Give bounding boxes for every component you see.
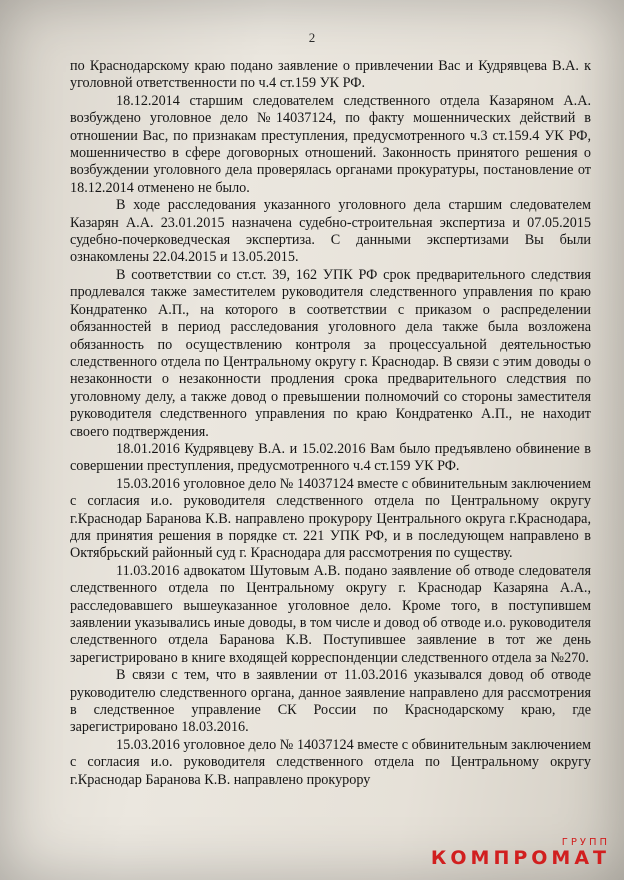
watermark-small-text: ГРУПП (561, 837, 610, 848)
paragraph: по Краснодарскому краю подано заявление о привлечении Вас и Кудрявцева В.А. к уголовной ответственности по ч.4 ст.159 УК РФ. (70, 58, 591, 92)
paragraph: 18.01.2016 Кудрявцеву В.А. и 15.02.2016 Вам было предъявлено обвинение в совершении преступления, предусмотренного ч.4 ст.159 УК РФ. (70, 440, 591, 475)
paragraph: 18.12.2014 старшим следователем следственного отдела Казаряном А.А. возбуждено уголовное дело №14037124, по факту мошеннических действий в отношении Вас, по признакам преступления, предусмотренного ч.3 ст.159.4 УК РФ, мошенничество в сфере договорных отношений. Законность принятого решения о возбуждении уголовного дела проверялась органами прокуратуры, постановление от 18.12.2014 отменено не было. (70, 92, 591, 196)
watermark-big-text: КОМПРОМАТ (430, 847, 610, 869)
page-number: 2 (308, 30, 316, 45)
paragraph: 11.03.2016 адвокатом Шутовым А.В. подано заявление об отводе следователя следственного отдела по Центральному округу г. Краснодар Казаряна А.А., расследовавшего вышеуказанное уголовное дело. Кроме того, в поступившем заявлении указывались иные доводы, в том числе и довод об отводе и.о. руководителя следственного отдела Баранова К.В. Поступившее заявление в тот же день зарегистрировано в книге входящей корреспонденции следственного отдела за №270. (70, 562, 591, 666)
paragraph: В связи с тем, что в заявлении от 11.03.2016 указывался довод об отводе руководителю следственного органа, данное заявление направлено для рассмотрения в следственное управление СК России по Краснодарскому краю, где зарегистрировано 18.03.2016. (70, 667, 591, 736)
watermark-logo (431, 838, 610, 868)
paragraph: В соответствии со ст.ст. 39, 162 УПК РФ срок предварительного следствия продлевался также заместителем руководителя следственного управления по краю Кондратенко А.П., на которого в соответствии с приказом о распределении обязанностей в период расследования уголовного дела также была возложена обязанность по осуществлению контроля за процессуальной деятельностью следственного отдела по Центральному округу г. Краснодар. В связи с этим доводы о незаконности о незаконности продления срока предварительного следствия по уголовному делу, а также довод о превышении полномочий со стороны заместителя руководителя следственного управления по краю Кондратенко А.П., не находит своего подтверждения. (70, 266, 591, 440)
paragraph: 15.03.2016 уголовное дело № 14037124 вместе с обвинительным заключением с согласия и.о. руководителя следственного отдела по Центральному округу г.Краснодар Баранова К.В. направлено прокурору Центрального округа г.Краснодара, для принятия решения в порядке ст. 221 УПК РФ, и в последующем направлено в Октябрьский районный суд г. Краснодара для рассмотрения по существу. (70, 475, 591, 562)
letter-body (70, 58, 591, 789)
paragraph: 15.03.2016 уголовное дело № 14037124 вместе с обвинительным заключением с согласия и.о. руководителя следственного отдела по Центральному округу г.Краснодар Баранова К.В. направлено прокурору (70, 736, 591, 788)
paragraph: В ходе расследования указанного уголовного дела старшим следователем Казарян А.А. 23.01.2015 назначена судебно-строительная экспертиза и 07.05.2015 судебно-почерковедческая экспертиза. С данными экспертизами Вы были ознакомлены 22.04.2015 и 13.05.2015. (70, 197, 591, 266)
